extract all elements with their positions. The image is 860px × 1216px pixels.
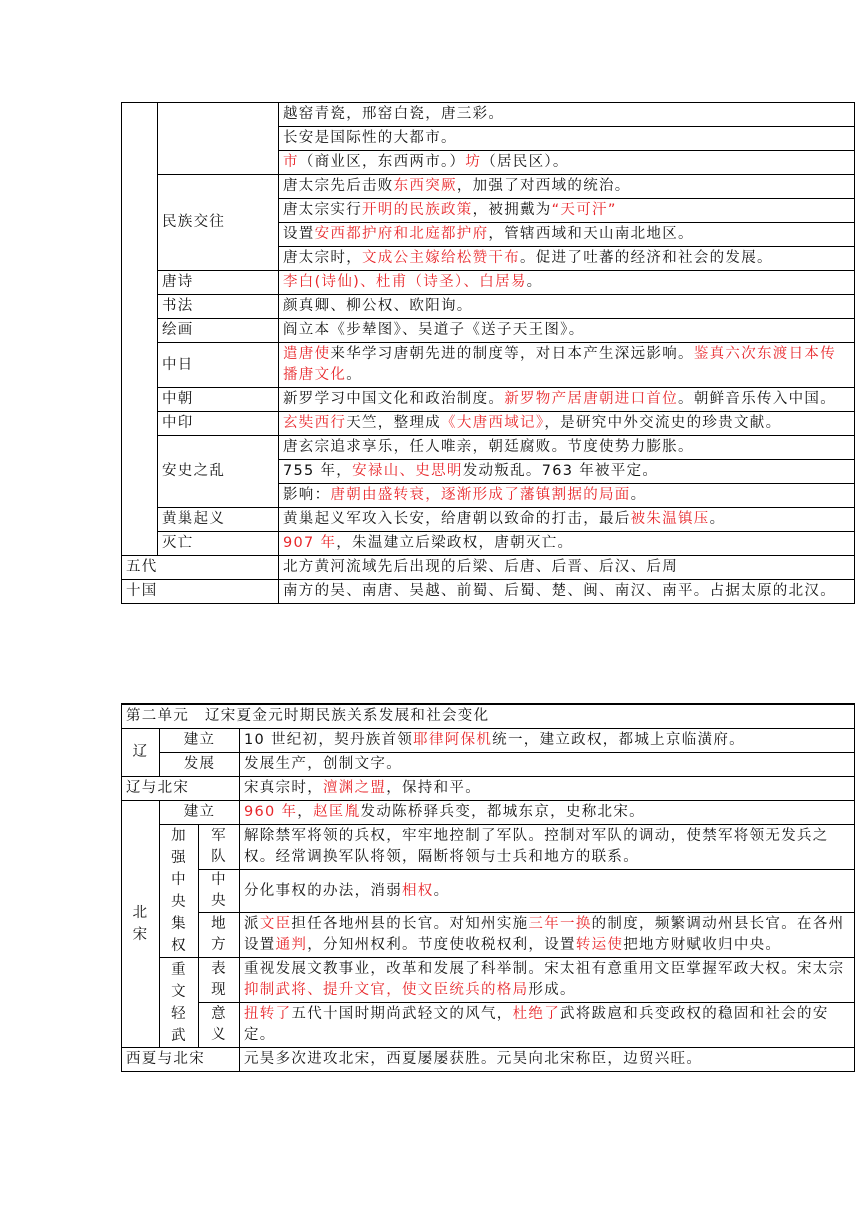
text-segment: 长安是国际性的大都市。 (283, 130, 457, 146)
text-segment: ，加强了对西域的统治。 (456, 178, 631, 194)
content-cell (279, 532, 855, 556)
topic-label: 中日 (158, 343, 279, 388)
table-row (122, 913, 855, 958)
content-cell (279, 388, 855, 412)
table-row (122, 801, 855, 825)
table-row (122, 958, 855, 1003)
text-segment: 颜真卿、柳公权、欧阳询。 (283, 298, 473, 314)
text-segment: 。朝鲜音乐传入中国。 (678, 391, 837, 407)
text-segment: 担任各地州县的长官。对知州实施 (291, 916, 529, 932)
text-segment: 。促进了吐蕃的经济和社会的发展。 (520, 250, 773, 266)
text-segment: 发展生产，创制文字。 (244, 756, 402, 772)
text-segment: 来华学习唐朝先进的制度等，对日本产生深远影响。 (330, 346, 694, 362)
content-cell (240, 801, 855, 825)
content-cell (279, 223, 855, 247)
content-cell (279, 199, 855, 223)
era-label: 十国 (122, 580, 279, 604)
content-cell (279, 247, 855, 271)
text-segment: 发动陈桥驿兵变，都城东京，史称北宋。 (360, 804, 645, 820)
table-row (122, 580, 855, 604)
content-cell (240, 958, 855, 1003)
text-segment: 黄巢起义军攻入长安，给唐朝以致命的打击，最后 (283, 511, 631, 527)
content-cell (279, 460, 855, 484)
content-cell (240, 777, 855, 801)
text-segment: 北方黄河流域先后出现的后梁、后唐、后晋、后汉、后周 (283, 559, 678, 575)
text-segment: 唐玄宗追求享乐，任人唯亲，朝廷腐败。节度使势力膨胀。 (283, 439, 694, 455)
content-cell (279, 508, 855, 532)
text-segment: 设置 (283, 226, 315, 242)
topic-label: 书法 (158, 295, 279, 319)
highlight-text: 新罗物产居唐朝进口首位 (504, 391, 679, 407)
topic-label: 黄巢起义 (158, 508, 279, 532)
text-segment: ，管辖西域和天山南北地区。 (488, 226, 694, 242)
table-row (122, 436, 855, 460)
subtopic-label: 地方 (199, 913, 240, 958)
text-segment: 形成。 (528, 982, 576, 998)
highlight-text: 《大唐西域记》 (441, 415, 545, 431)
text-segment: ，朱温建立后梁政权，唐朝灭亡。 (336, 535, 574, 551)
content-cell (240, 870, 855, 913)
content-cell (240, 753, 855, 777)
table-row (122, 704, 855, 729)
highlight-text: 坊 (465, 154, 482, 170)
text-segment: 派 (244, 916, 260, 932)
table-row (122, 532, 855, 556)
content-cell (279, 319, 855, 343)
text-segment: 越窑青瓷，邢窑白瓷，唐三彩。 (283, 106, 505, 122)
highlight-text: 玄奘西行 (283, 415, 347, 431)
text-segment: 阎立本《步辇图》、吴道子《送子天王图》。 (283, 322, 585, 338)
topic-label: 中朝 (158, 388, 279, 412)
text-segment: 发动叛乱。763 年被平定。 (462, 463, 659, 479)
highlight-text: 文臣 (259, 916, 292, 932)
topic-label: 建立 (160, 801, 240, 825)
unit2-table (121, 703, 855, 1072)
text-segment: 。 (346, 367, 363, 383)
text-segment: 五代十国时期尚武轻文的风气， (291, 1006, 513, 1022)
table-row (122, 319, 855, 343)
text-segment: 宋真宗时， (244, 780, 323, 796)
era-label: 五代 (122, 556, 279, 580)
text-segment: 。 (433, 882, 450, 899)
text-segment: 重视发展文教事业，改革和发展了科举制。宋太祖有意重用文臣掌握军政大权。宋太宗 (244, 961, 845, 977)
text-segment: 影响： (283, 487, 331, 503)
text-segment: 755 年， (283, 463, 353, 479)
text-segment: 天竺，整理成 (346, 415, 442, 431)
highlight-text: 赵匡胤 (313, 804, 361, 820)
content-cell (279, 556, 855, 580)
highlight-text: 转运使 (575, 937, 624, 953)
content-cell (240, 1003, 855, 1048)
content-cell (279, 271, 855, 295)
content-cell (279, 295, 855, 319)
text-segment: 唐太宗时， (283, 250, 362, 266)
era-label: 西夏与北宋 (122, 1048, 240, 1072)
table-row (122, 777, 855, 801)
topic-label: 发展 (160, 753, 240, 777)
text-segment: 元昊多次进攻北宋，西夏屡屡获胜。元昊向北宋称臣，边贸兴旺。 (244, 1051, 703, 1067)
text-segment: 统一，建立政权，都城上京临潢府。 (492, 732, 745, 748)
unit-title: 第二单元 辽宋夏金元时期民族关系发展和社会变化 (122, 704, 855, 729)
highlight-text: 耶律阿保机 (413, 732, 493, 748)
highlight-text: “天可汗” (551, 202, 617, 218)
text-segment: 的制度，频繁调动州县长官。在各州设置 (244, 916, 845, 953)
highlight-text: 遣唐使 (283, 346, 331, 362)
table-row (122, 753, 855, 777)
table-row (122, 388, 855, 412)
content-cell (279, 175, 855, 199)
highlight-text: 杜绝了 (512, 1006, 561, 1022)
text-segment: 南方的吴、南唐、吴越、前蜀、后蜀、楚、闽、南汉、南平。占据太原的北汉。 (283, 583, 836, 599)
text-segment: 武将跋扈和兵变政权的稳固和社会的安定。 (244, 1006, 829, 1043)
highlight-text: 安禄山、史思明 (352, 463, 463, 479)
highlight-text: 960 年 (244, 804, 298, 820)
table-row (122, 271, 855, 295)
topic-label: 中印 (158, 412, 279, 436)
highlight-text: 被朱温镇压 (630, 511, 710, 527)
content-cell (279, 436, 855, 460)
text-segment: （商业区，东西两市。） (298, 154, 466, 170)
table-row (122, 870, 855, 913)
table-row (122, 1048, 855, 1072)
subtopic-label: 中央 (199, 870, 240, 913)
table-row (122, 1003, 855, 1048)
content-cell (279, 412, 855, 436)
subtopic-label: 意义 (199, 1003, 240, 1048)
highlight-text: 市 (283, 154, 299, 170)
content-cell (279, 151, 855, 175)
topic-label: 绘画 (158, 319, 279, 343)
highlight-text: 安西都护府和北庭都护府 (314, 226, 489, 242)
highlight-text: 东西突厥 (393, 178, 457, 194)
highlight-text: 907 年 (283, 535, 337, 551)
text-segment: 唐太宗先后击败 (283, 178, 394, 194)
text-segment: ，被拥戴为 (472, 202, 552, 218)
text-segment: 。 (630, 487, 647, 503)
era-label: 辽与北宋 (122, 777, 240, 801)
content-cell (279, 580, 855, 604)
text-segment: 解除禁军将领的兵权，牢牢地控制了军队。控制对军队的调动，使禁军将领无发兵之权。经常调换军队将领，隔断将领与士兵和地方的联系。 (244, 828, 829, 865)
table-row (122, 556, 855, 580)
highlight-text: 唐朝由盛转衰，逐渐形成了藩镇割据的局面 (330, 487, 631, 503)
subtopic-label: 军队 (199, 825, 240, 870)
text-segment: 把地方财赋收归中央。 (623, 937, 782, 953)
table-row (122, 729, 855, 753)
topic-label: 建立 (160, 729, 240, 753)
text-segment: （居民区）。 (481, 154, 569, 170)
content-cell (279, 127, 855, 151)
table-row (122, 295, 855, 319)
highlight-text: 通判 (275, 937, 308, 953)
highlight-text: 三年一换 (528, 916, 592, 932)
liao-label: 辽 (122, 729, 160, 777)
highlight-text: 扭转了 (244, 1006, 292, 1022)
content-cell (279, 103, 855, 127)
content-cell (279, 343, 855, 388)
highlight-text: 澶渊之盟 (323, 780, 387, 796)
highlight-text: 开明的民族政策 (362, 202, 473, 218)
table-row (122, 175, 855, 199)
text-segment: 分化事权的办法，消弱 (244, 882, 402, 899)
highlight-text: 相权 (402, 882, 434, 899)
text-segment: 新罗学习中国文化和政治制度。 (283, 391, 505, 407)
topic-cell-economy (158, 103, 279, 175)
topic-label: 重文轻武 (160, 958, 199, 1048)
song-label: 北宋 (122, 801, 160, 1048)
highlight-text: 文成公主嫁给松赞干布 (362, 250, 520, 266)
table-row (122, 508, 855, 532)
table-row (122, 412, 855, 436)
content-cell (240, 825, 855, 870)
topic-label: 民族交往 (158, 175, 279, 271)
table-row (122, 343, 855, 388)
highlight-text: 鉴真六次东渡日本传播唐文化 (283, 346, 837, 383)
era-cell (122, 103, 158, 556)
table-row (122, 825, 855, 870)
subtopic-label: 表现 (199, 958, 240, 1003)
topic-label: 灭亡 (158, 532, 279, 556)
text-segment: 。 (709, 511, 726, 527)
topic-label: 安史之乱 (158, 436, 279, 508)
text-segment: 。 (526, 274, 543, 290)
content-cell (279, 484, 855, 508)
highlight-text: 李白(诗仙)、杜甫（诗圣）、白居易 (283, 274, 527, 290)
text-segment: ，保持和平。 (386, 780, 482, 796)
text-segment: 10 世纪初，契丹族首领 (244, 732, 414, 748)
text-segment: ，分知州权利。节度使收税权利，设置 (307, 937, 576, 953)
content-cell (240, 729, 855, 753)
tang-table (121, 102, 855, 604)
text-segment: ， (297, 804, 314, 820)
table-row (122, 103, 855, 127)
topic-label: 唐诗 (158, 271, 279, 295)
highlight-text: 抑制武将、提升文官，使文臣统兵的格局 (244, 982, 529, 998)
content-cell (240, 1048, 855, 1072)
text-segment: 唐太宗实行 (283, 202, 362, 218)
topic-label: 加强中央集权 (160, 825, 199, 958)
content-cell (240, 913, 855, 958)
text-segment: ，是研究中外交流史的珍贵文献。 (544, 415, 782, 431)
